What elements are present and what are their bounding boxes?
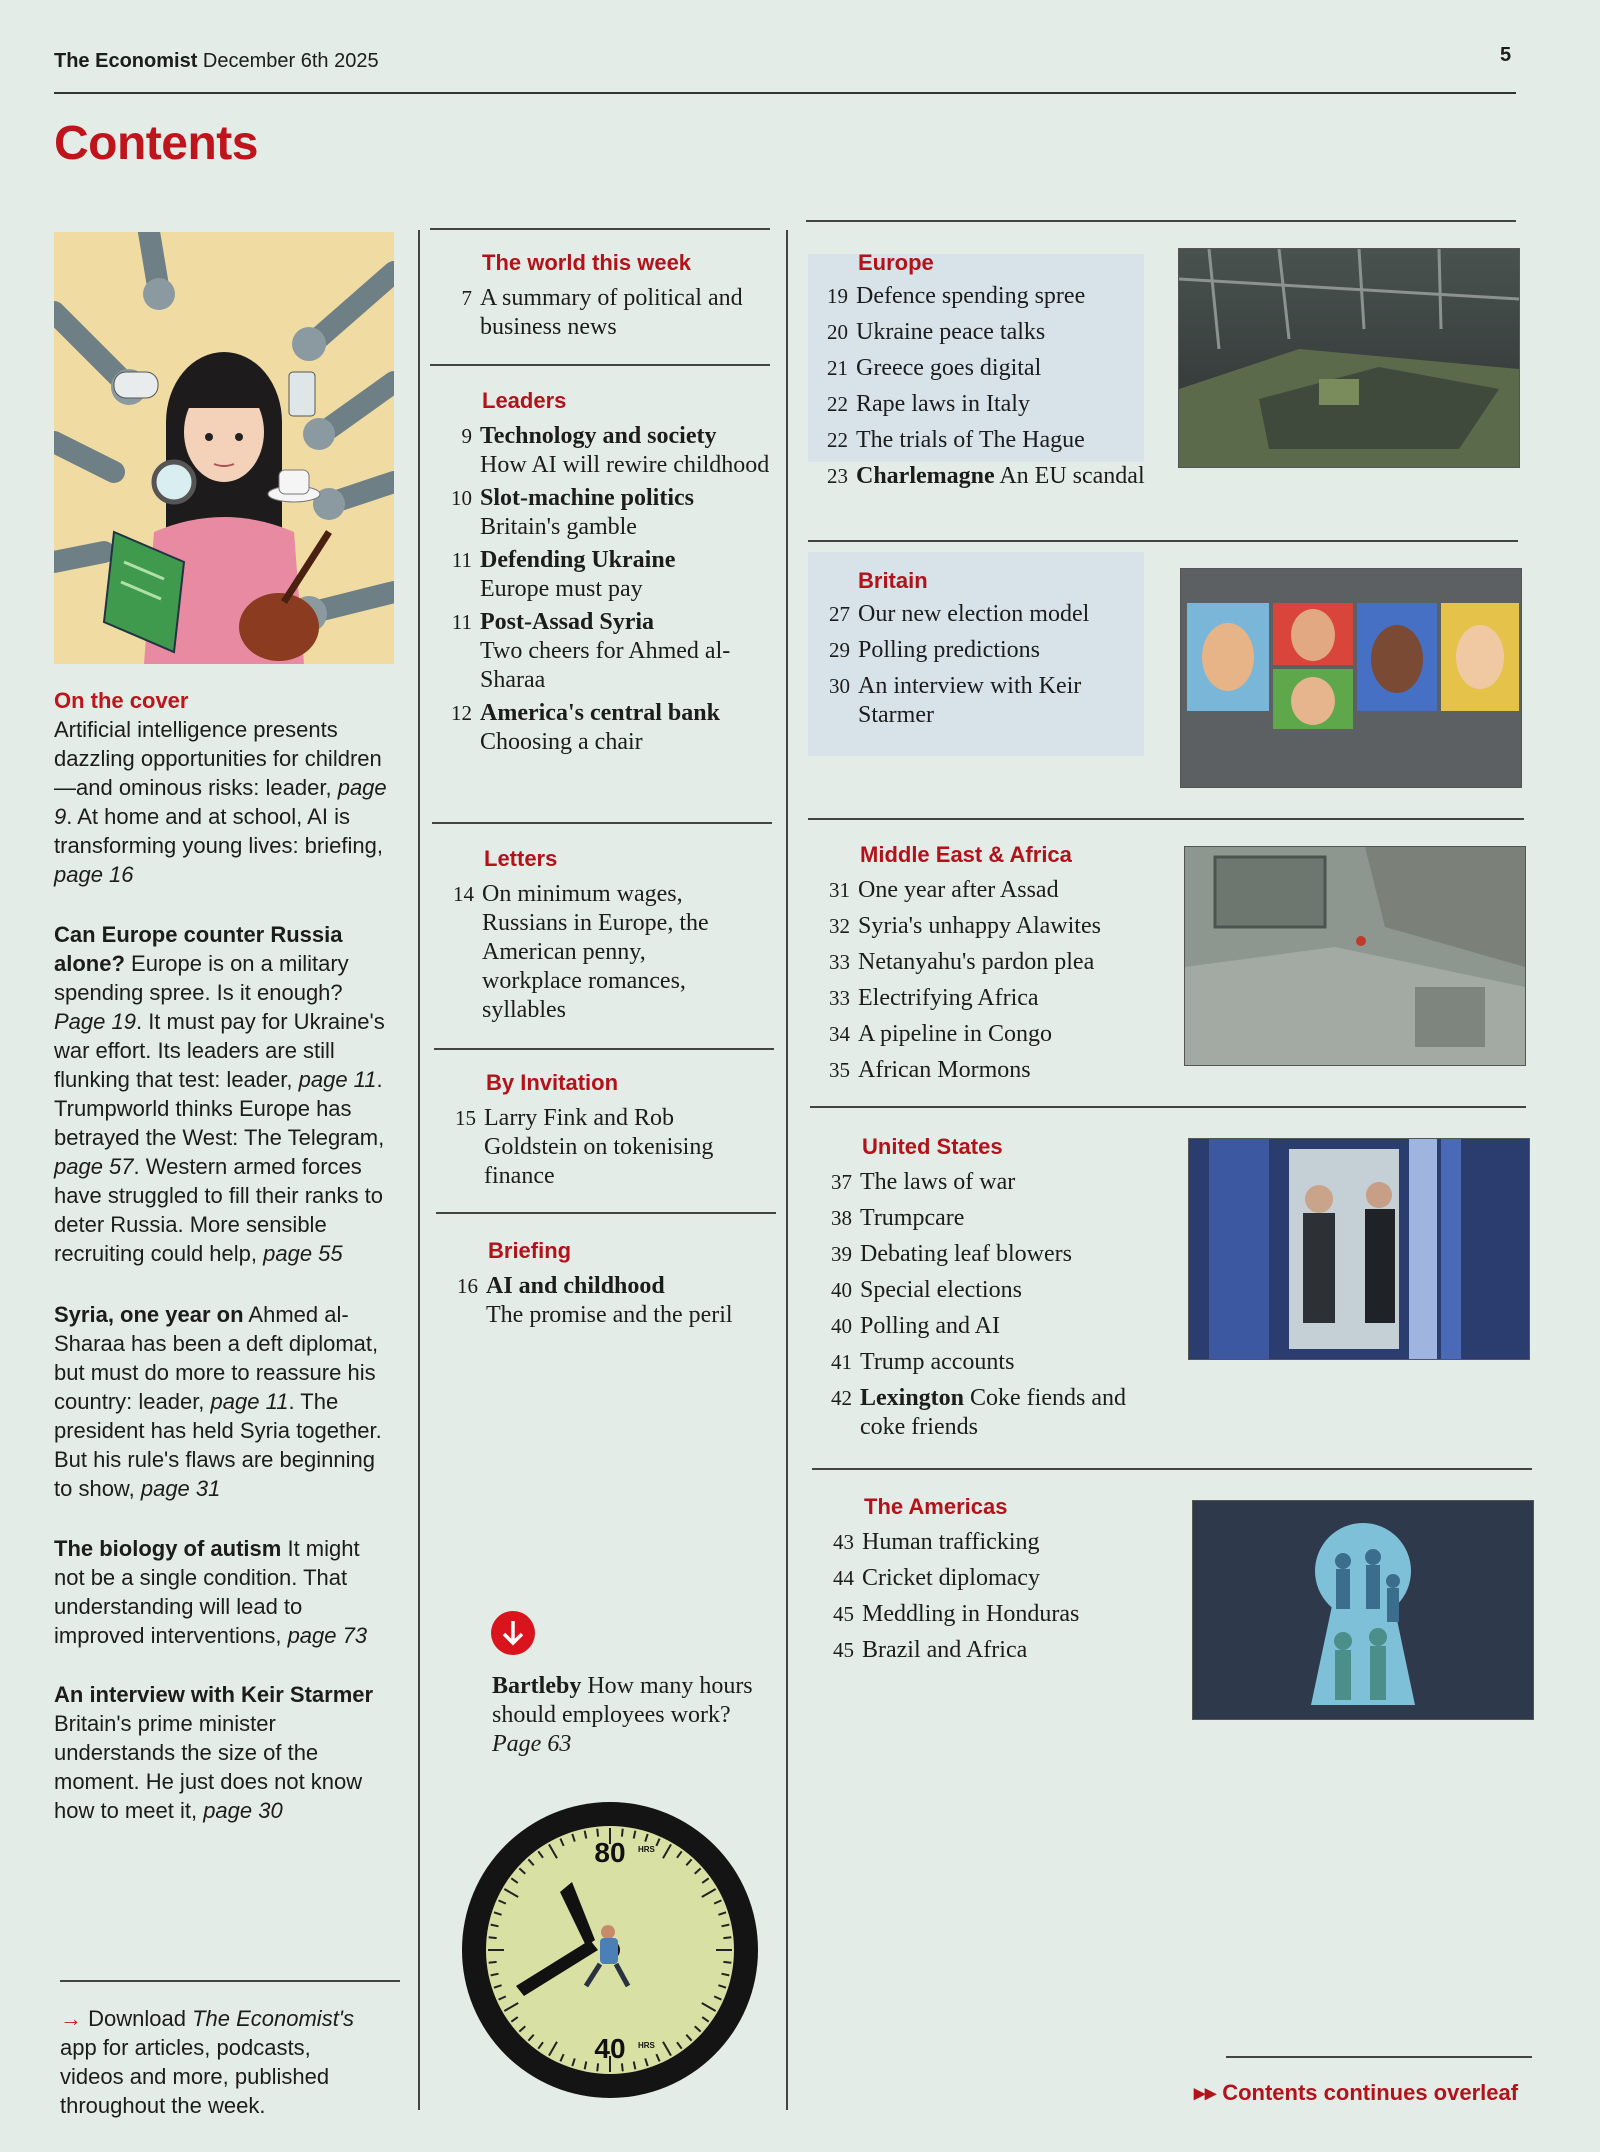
section-heading-united-states: United States bbox=[862, 1134, 1003, 1159]
page-ref[interactable]: page 11 bbox=[298, 1067, 377, 1092]
cover-story-syria bbox=[54, 1300, 394, 1503]
section-heading-world: The world this week bbox=[482, 250, 692, 275]
entry-text: Choosing a chair bbox=[480, 729, 643, 755]
entry-page: 7 bbox=[461, 286, 472, 310]
cover-girl-robot-hands-icon bbox=[54, 232, 394, 664]
clock-tick bbox=[597, 2063, 598, 2071]
clock-illustration bbox=[460, 1800, 760, 2100]
entry-text: How AI will rewire childhood bbox=[480, 452, 770, 478]
entry-page: 33 bbox=[829, 986, 850, 1010]
divider bbox=[808, 818, 1524, 820]
entry-page: 22 bbox=[827, 428, 848, 452]
cover-story-text: . It must pay for Ukraine's war effort. Its leaders are still flunking that test: leader, bbox=[54, 1009, 385, 1092]
cover-story-text: . Western armed forces have struggled to fill their ranks to deter Russia. More sensible recruiting could help, bbox=[54, 1154, 383, 1266]
entry-page: 37 bbox=[831, 1170, 852, 1194]
entry-text: One year after Assad bbox=[858, 877, 1059, 903]
entry-text: Brazil and Africa bbox=[862, 1637, 1028, 1663]
list-item[interactable] bbox=[438, 1272, 783, 1330]
list-item[interactable] bbox=[812, 1348, 1157, 1384]
divider bbox=[810, 1106, 1526, 1108]
entry-text: Greece goes digital bbox=[856, 355, 1042, 381]
divider bbox=[430, 228, 770, 230]
entry-title: Defending Ukraine bbox=[480, 547, 676, 573]
page-ref[interactable]: page 30 bbox=[203, 1798, 283, 1823]
entry-page: 27 bbox=[829, 602, 850, 626]
on-the-cover-heading: On the cover bbox=[54, 688, 189, 713]
list-item[interactable] bbox=[808, 390, 1148, 426]
page-ref[interactable]: page 57 bbox=[54, 1154, 134, 1179]
entry-page: 39 bbox=[831, 1242, 852, 1266]
cover-story-lead: Syria, one year on bbox=[54, 1302, 244, 1327]
entry-page: 15 bbox=[455, 1106, 476, 1130]
entry-text: Britain's gamble bbox=[480, 514, 637, 540]
entry-title: Charlemagne bbox=[856, 463, 995, 489]
list-item[interactable] bbox=[808, 426, 1148, 462]
entry-text: Coke fiends and coke friends bbox=[860, 1385, 1126, 1440]
ruined-factory-icon bbox=[1179, 249, 1519, 467]
section-heading-middle-east-africa: Middle East & Africa bbox=[860, 842, 1072, 867]
list-item[interactable] bbox=[812, 1276, 1157, 1312]
entry-text: The promise and the peril bbox=[486, 1302, 733, 1328]
divider bbox=[806, 220, 1516, 222]
entry-text: Two cheers for Ahmed al-Sharaa bbox=[480, 638, 731, 693]
clock-tick bbox=[489, 1937, 497, 1938]
list-item[interactable] bbox=[432, 699, 777, 757]
list-item[interactable] bbox=[814, 1636, 1159, 1665]
list-item[interactable] bbox=[810, 876, 1150, 912]
entry-title: Lexington bbox=[860, 1385, 965, 1411]
list-item[interactable] bbox=[812, 1168, 1157, 1204]
divider bbox=[812, 1468, 1532, 1470]
entry-page: 12 bbox=[451, 701, 472, 725]
briefing-list bbox=[438, 1272, 783, 1330]
divider bbox=[434, 1048, 774, 1050]
entry-page: 19 bbox=[827, 284, 848, 308]
clock-icon bbox=[460, 1800, 760, 2100]
entry-text: A pipeline in Congo bbox=[858, 1021, 1052, 1047]
cover-story-lead: An interview with Keir Starmer bbox=[54, 1682, 374, 1707]
entry-text: The trials of The Hague bbox=[856, 427, 1085, 453]
entry-page: 23 bbox=[827, 464, 848, 488]
page-number: 5 bbox=[1500, 44, 1512, 66]
entry-page: 41 bbox=[831, 1350, 852, 1374]
entry-text: Debating leaf blowers bbox=[860, 1241, 1072, 1267]
united-states-photo bbox=[1188, 1138, 1530, 1360]
app-promo-text: Download bbox=[82, 2006, 193, 2031]
entry-text: An interview with Keir Starmer bbox=[858, 673, 1082, 728]
section-heading-americas: The Americas bbox=[864, 1494, 1008, 1519]
entry-page: 11 bbox=[451, 610, 472, 634]
entry-page: 29 bbox=[829, 638, 850, 662]
section-heading-britain: Britain bbox=[858, 568, 928, 593]
entry-page: 40 bbox=[831, 1314, 852, 1338]
list-item[interactable] bbox=[814, 1564, 1159, 1600]
entry-page: 45 bbox=[833, 1602, 854, 1626]
entry-page: 14 bbox=[453, 882, 474, 906]
list-item[interactable] bbox=[810, 1056, 1150, 1085]
list-item[interactable] bbox=[812, 1312, 1157, 1348]
clock-tick bbox=[622, 2063, 623, 2071]
down-arrow-circle-icon bbox=[490, 1610, 536, 1661]
list-item[interactable] bbox=[432, 484, 777, 542]
contents-continues-link[interactable] bbox=[1194, 2080, 1518, 2106]
bartleby-text: How many hours should employees work? bbox=[492, 1673, 753, 1728]
clock-tick bbox=[723, 1962, 731, 1963]
entry-text: Human trafficking bbox=[862, 1529, 1040, 1555]
list-item[interactable] bbox=[432, 608, 777, 695]
entry-title: America's central bank bbox=[480, 700, 720, 726]
keyhole-migrants-icon bbox=[1193, 1501, 1533, 1719]
entry-page: 30 bbox=[829, 674, 850, 698]
entry-page: 20 bbox=[827, 320, 848, 344]
clock-tick bbox=[622, 1829, 623, 1837]
entry-page: 44 bbox=[833, 1566, 854, 1590]
letters-list bbox=[434, 880, 734, 1025]
entry-text: An EU scandal bbox=[994, 463, 1145, 489]
continues-text: Contents continues overleaf bbox=[1222, 2080, 1519, 2105]
list-item[interactable] bbox=[808, 354, 1148, 390]
list-item[interactable] bbox=[810, 984, 1150, 1020]
cover-story-lead: The biology of autism bbox=[54, 1536, 282, 1561]
list-item[interactable] bbox=[808, 282, 1148, 318]
entry-page: 40 bbox=[831, 1278, 852, 1302]
app-promo[interactable] bbox=[60, 2004, 360, 2120]
entry-text: A summary of political and business news bbox=[480, 285, 743, 340]
list-item[interactable] bbox=[810, 600, 1140, 636]
list-item[interactable] bbox=[810, 672, 1140, 730]
page-ref[interactable]: page 73 bbox=[287, 1623, 368, 1648]
page-ref[interactable]: page 16 bbox=[54, 862, 134, 887]
list-item[interactable] bbox=[434, 880, 734, 1025]
entry-text: Cricket diplomacy bbox=[862, 1565, 1040, 1591]
cover-story-text: . The president has held Syria together. But his rule's flaws are beginning to show, bbox=[54, 1389, 382, 1501]
by-invitation-list bbox=[436, 1104, 756, 1191]
entry-page: 9 bbox=[461, 424, 472, 448]
cover-text: . At home and at school, AI is transforming young lives: briefing, bbox=[54, 804, 383, 858]
on-the-cover bbox=[54, 686, 394, 889]
column-divider bbox=[786, 230, 788, 2110]
middle-east-photo bbox=[1184, 846, 1526, 1066]
double-chevron-right-icon: ▸▸ bbox=[1194, 2080, 1217, 2105]
publication-name: The Economist bbox=[54, 50, 198, 72]
divider bbox=[436, 1212, 776, 1214]
list-item[interactable] bbox=[814, 1600, 1159, 1636]
cover-illustration bbox=[54, 232, 394, 664]
cover-story-autism bbox=[54, 1534, 394, 1650]
entry-title: Technology and society bbox=[480, 423, 717, 449]
officials-in-corridor-icon bbox=[1189, 1139, 1529, 1359]
entry-page: 33 bbox=[829, 950, 850, 974]
americas-list bbox=[814, 1528, 1159, 1665]
section-heading-by-invitation: By Invitation bbox=[486, 1070, 619, 1095]
clock-unit-top: HRS bbox=[638, 1845, 655, 1854]
cover-story-text: Ahmed al-Sharaa has been a deft diplomat, but must do more to reassure his country: leader, bbox=[54, 1302, 379, 1414]
britain-photo bbox=[1180, 568, 1522, 788]
entry-title: Post-Assad Syria bbox=[480, 609, 655, 635]
list-item[interactable] bbox=[810, 912, 1150, 948]
entry-text: Electrifying Africa bbox=[858, 985, 1039, 1011]
entry-text: Rape laws in Italy bbox=[856, 391, 1030, 417]
entry-text: Polling and AI bbox=[860, 1313, 1001, 1339]
entry-page: 10 bbox=[451, 486, 472, 510]
divider bbox=[430, 364, 770, 366]
world-this-week-list bbox=[432, 284, 772, 342]
entry-text: Europe must pay bbox=[480, 576, 643, 602]
entry-text: On minimum wages, Russians in Europe, the American penny, workplace romances, syllables bbox=[482, 881, 709, 1023]
entry-page: 16 bbox=[457, 1274, 478, 1298]
section-heading-letters: Letters bbox=[484, 846, 558, 871]
bartleby-title: Bartleby bbox=[492, 1673, 582, 1699]
divider bbox=[60, 1980, 400, 1982]
entry-text: Polling predictions bbox=[858, 637, 1040, 663]
entry-page: 11 bbox=[451, 548, 472, 572]
cover-story-text: Europe is on a military spending spree. Is it enough? bbox=[54, 951, 349, 1005]
cover-story-text: . Trumpworld thinks Europe has betrayed the West: The Telegram, bbox=[54, 1067, 385, 1150]
top-rule bbox=[54, 92, 1516, 94]
right-arrow-icon: → bbox=[60, 2006, 82, 2031]
cover-story-starmer bbox=[54, 1680, 394, 1825]
list-item[interactable] bbox=[812, 1204, 1157, 1240]
entry-page: 43 bbox=[833, 1530, 854, 1554]
section-heading-leaders: Leaders bbox=[482, 388, 567, 413]
entry-text: Meddling in Honduras bbox=[862, 1601, 1080, 1627]
britain-list bbox=[810, 600, 1140, 730]
page-ref[interactable]: Page 63 bbox=[492, 1731, 572, 1757]
portraits-on-pavement-icon bbox=[1181, 569, 1521, 787]
entry-page: 32 bbox=[829, 914, 850, 938]
entry-text: Trump accounts bbox=[860, 1349, 1015, 1375]
column-divider bbox=[418, 230, 420, 2110]
list-item[interactable] bbox=[436, 1104, 756, 1191]
entry-page: 45 bbox=[833, 1638, 854, 1662]
page-ref[interactable]: page 31 bbox=[140, 1476, 221, 1501]
list-item[interactable] bbox=[808, 318, 1148, 354]
list-item[interactable] bbox=[432, 422, 777, 480]
clock-unit-bottom: HRS bbox=[638, 2041, 655, 2050]
entry-page: 38 bbox=[831, 1206, 852, 1230]
entry-text: African Mormons bbox=[858, 1057, 1031, 1083]
clock-tick bbox=[723, 1937, 731, 1938]
entry-page: 35 bbox=[829, 1058, 850, 1082]
entry-text: Larry Fink and Rob Goldstein on tokenising finance bbox=[484, 1105, 714, 1189]
page-ref[interactable]: page 9 bbox=[54, 775, 387, 829]
entry-page: 34 bbox=[829, 1022, 850, 1046]
entry-title: AI and childhood bbox=[486, 1273, 665, 1299]
list-item[interactable] bbox=[808, 462, 1148, 491]
entry-page: 22 bbox=[827, 392, 848, 416]
section-heading-briefing: Briefing bbox=[488, 1238, 572, 1263]
divider bbox=[432, 822, 772, 824]
entry-text: Ukraine peace talks bbox=[856, 319, 1046, 345]
entry-page: 42 bbox=[831, 1386, 852, 1410]
page-ref[interactable]: Page 19 bbox=[54, 1009, 136, 1034]
entry-text: Netanyahu's pardon plea bbox=[858, 949, 1095, 975]
bartleby-teaser[interactable] bbox=[492, 1672, 782, 1759]
list-item[interactable] bbox=[432, 284, 772, 342]
cover-story-text: Britain's prime minister understands the size of the moment. He just does not know how to meet it, bbox=[54, 1711, 363, 1823]
section-heading-europe: Europe bbox=[858, 250, 934, 275]
list-item[interactable] bbox=[814, 1528, 1159, 1564]
leaders-list bbox=[432, 422, 777, 757]
entry-text: Special elections bbox=[860, 1277, 1022, 1303]
page-ref[interactable]: page 55 bbox=[263, 1241, 343, 1266]
united-states-list bbox=[812, 1168, 1157, 1442]
clock-tick bbox=[597, 1829, 598, 1837]
clock-tick bbox=[489, 1962, 497, 1963]
entry-text: Our new election model bbox=[858, 601, 1090, 627]
list-item[interactable] bbox=[810, 1020, 1150, 1056]
masthead bbox=[54, 50, 379, 73]
entry-title: Slot-machine politics bbox=[480, 485, 694, 511]
list-item[interactable] bbox=[812, 1240, 1157, 1276]
entry-page: 31 bbox=[829, 878, 850, 902]
europe-list bbox=[808, 282, 1148, 491]
list-item[interactable] bbox=[810, 948, 1150, 984]
app-promo-brand: The Economist's bbox=[192, 2006, 355, 2031]
entry-text: Defence spending spree bbox=[856, 283, 1086, 309]
entry-text: Trumpcare bbox=[860, 1205, 965, 1231]
clock-label-top: 80 bbox=[594, 1837, 626, 1868]
americas-illustration bbox=[1192, 1500, 1534, 1720]
list-item[interactable] bbox=[432, 546, 777, 604]
cover-story-text: It might not be a single condition. That understanding will lead to improved interventions, bbox=[54, 1536, 360, 1648]
europe-photo bbox=[1178, 248, 1520, 468]
page-title: Contents bbox=[54, 117, 258, 170]
middle-east-list bbox=[810, 876, 1150, 1085]
rubble-grave-icon bbox=[1185, 847, 1525, 1065]
list-item[interactable] bbox=[810, 636, 1140, 672]
cover-story-lead: Can Europe counter Russia alone? bbox=[54, 922, 343, 976]
clock-label-bottom: 40 bbox=[594, 2033, 626, 2064]
divider bbox=[808, 540, 1518, 542]
page-ref[interactable]: page 11 bbox=[210, 1389, 289, 1414]
entry-text: Syria's unhappy Alawites bbox=[858, 913, 1101, 939]
divider bbox=[1226, 2056, 1532, 2058]
entry-text: The laws of war bbox=[860, 1169, 1016, 1195]
cover-story-europe bbox=[54, 920, 394, 1268]
entry-page: 21 bbox=[827, 356, 848, 380]
issue-date: December 6th 2025 bbox=[202, 50, 379, 72]
list-item[interactable] bbox=[812, 1384, 1157, 1442]
cover-text: Artificial intelligence presents dazzling opportunities for children—and ominous risks: leader, bbox=[54, 717, 382, 800]
app-promo-text: app for articles, podcasts, videos and more, published throughout the week. bbox=[60, 2035, 330, 2118]
